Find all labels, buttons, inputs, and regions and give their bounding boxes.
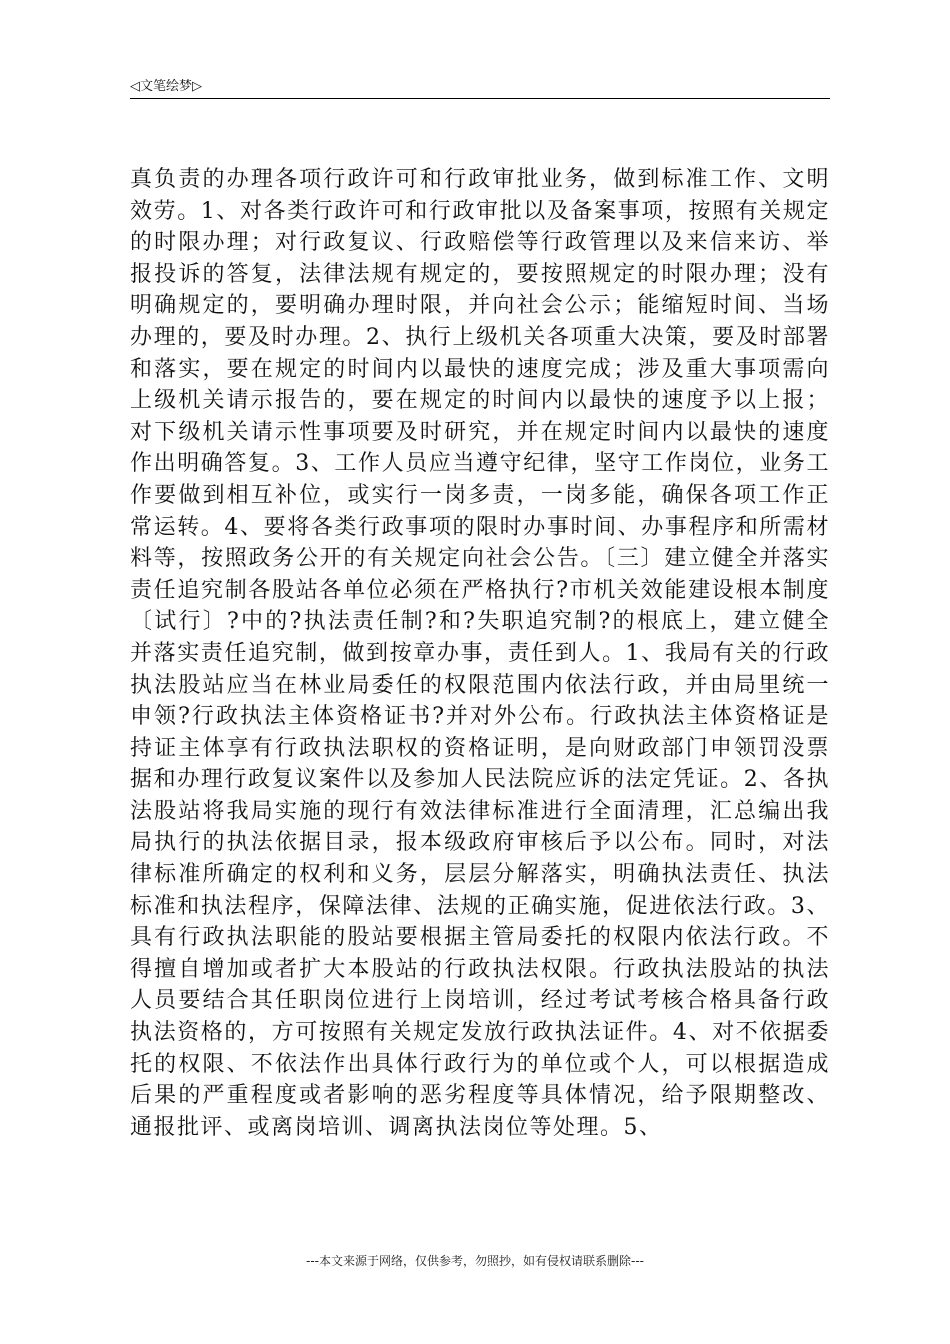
page-footer: ---本文来源于网络，仅供参考，勿照抄，如有侵权请联系删除--- bbox=[306, 1254, 644, 1268]
document-header: ◁文笔绘梦▷ bbox=[130, 79, 202, 94]
header-divider bbox=[130, 98, 830, 99]
body-paragraph: 真负责的办理各项行政许可和行政审批业务，做到标准工作、文明效劳。1、对各类行政许可和行政审批以及备案事项，按照有关规定的时限办理；对行政复议、行政赔偿等行政管理以及来信来访、举报投诉的答复，法律法规有规定的，要按照规定的时限办理；没有明确规定的，要明确办理时限，并向社会公示；能缩短时间、当场办理的，要及时办理。2、执行上级机关各项重大决策，要及时部署和落实，要在规定的时间内以最快的速度完成；涉及重大事项需向上级机关请示报告的，要在规定的时间内以最快的速度予以上报；对下级机关请示性事项要及时研究，并在规定时间内以最快的速度作出明确答复。3、工作人员应当遵守纪律，坚守工作岗位，业务工作要做到相互补位，或实行一岗多责，一岗多能，确保各项工作正常运转。4、要将各类行政事项的限时办事时间、办事程序和所需材料等，按照政务公开的有关规定向社会公告。〔三〕建立健全并落实责任追究制各股站各单位必须在严格执行?市机关效能建设根本制度〔试行〕?中的?执法责任制?和?失职追究制?的根底上，建立健全并落实责任追究制，做到按章办事，责任到人。1、我局有关的行政执法股站应当在林业局委任的权限范围内依法行政，并由局里统一申领?行政执法主体资格证书?并对外公布。行政执法主体资格证是持证主体享有行政执法职权的资格证明，是向财政部门申领罚没票据和办理行政复议案件以及参加人民法院应诉的法定凭证。2、各执法股站将我局实施的现行有效法律标准进行全面清理，汇总编出我局执行的执法依据目录，报本级政府审核后予以公布。同时，对法律标准所确定的权利和义务，层层分解落实，明确执法责任、执法标准和执法程序，保障法律、法规的正确实施，促进依法行政。3、具有行政执法职能的股站要根据主管局委托的权限内依法行政。不得擅自增加或者扩大本股站的行政执法权限。行政执法股站的执法人员要结合其任职岗位进行上岗培训，经过考试考核合格具备行政执法资格的，方可按照有关规定发放行政执法证件。4、对不依据委托的权限、不依法作出具体行政行为的单位或个人，可以根据造成后果的严重程度或者影响的恶劣程度等具体情况，给予限期整改、通报批评、或离岗培训、调离执法岗位等处理。5、 bbox=[130, 167, 830, 1140]
